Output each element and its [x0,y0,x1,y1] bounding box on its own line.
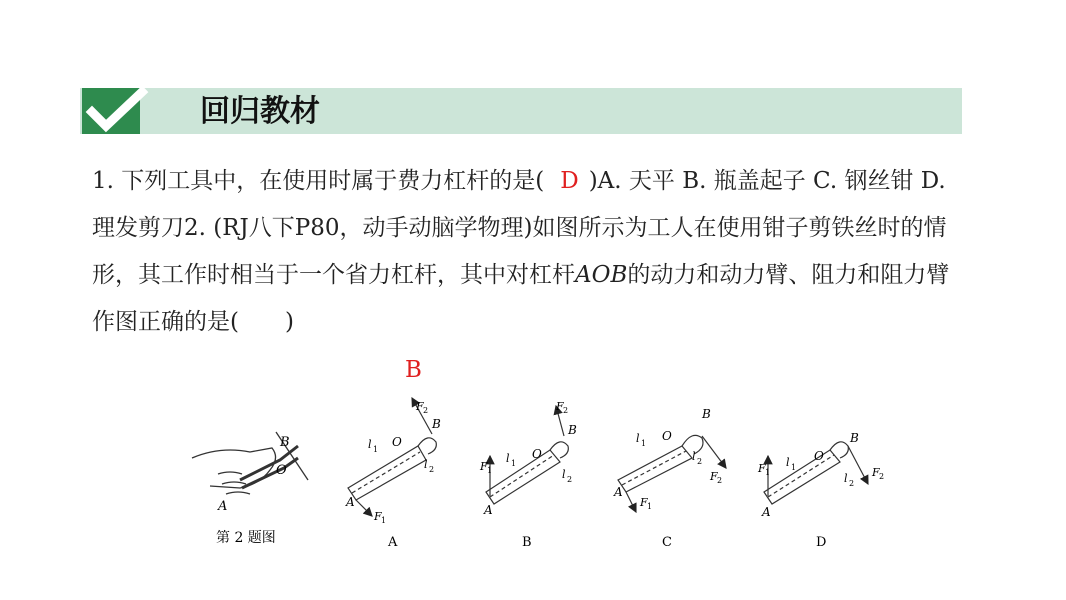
option-d-f2-sub: 2 [879,472,885,481]
option-b-l2: l [562,468,566,481]
option-c-a: A [614,485,623,499]
q2-answer: B [405,357,422,383]
option-d-f1: F [758,462,766,475]
option-a-label: A [388,535,398,550]
option-d-f1-sub: 1 [765,468,771,477]
option-d-o: O [814,449,824,463]
option-b-l1: l [506,452,510,465]
option-c-b: B [702,407,711,421]
option-a-f2-sub: 2 [423,406,429,415]
option-c-f1: F [640,496,648,509]
option-d-f2: F [872,466,880,479]
option-d-l1: l [786,456,790,469]
q2-text-part2: 的动力和动力臂、阻力和阻力臂作图正确的是( [92,262,950,335]
option-b-l2-sub: 2 [567,475,573,484]
option-c-f2-sub: 2 [717,476,723,485]
q2-text-italic: AOB [575,262,628,288]
option-d-l1-sub: 1 [791,463,797,472]
option-c-l1: l [636,432,640,445]
q1-text-after: )A. 天平 B. 瓶盖起子 C. 钢丝钳 D. 理发剪刀 [92,168,946,241]
option-a-f1-sub: 1 [381,516,387,525]
option-c-l2-sub: 2 [697,457,703,466]
option-a-diagram [348,398,436,516]
q1-answer: D [560,168,579,194]
option-a-l2-sub: 2 [429,465,435,474]
option-d-l2: l [844,472,848,485]
section-title: 回归教材 [200,94,320,129]
pliers-hand-drawing [192,432,308,494]
option-b-label: B [522,535,532,550]
option-b-b: B [568,423,577,437]
pliers-figure [180,388,900,558]
option-b-f1-sub: 1 [487,466,493,475]
photo-label-b: B [280,435,290,450]
photo-label-o: O [276,463,287,478]
question-text [92,158,956,346]
option-b-o: O [532,447,542,461]
figure-caption: 第 2 题图 [216,530,276,546]
option-c-l2: l [692,450,696,463]
option-a-o: O [392,435,402,449]
option-a-a: A [346,495,355,509]
option-c-o: O [662,429,672,443]
option-b-f2-sub: 2 [563,406,569,415]
option-b-f1: F [480,460,488,473]
option-a-b: B [432,417,441,431]
option-a-l2: l [424,458,428,471]
option-c-f2: F [710,470,718,483]
option-b-diagram [486,406,568,504]
q1-text-before: 1. 下列工具中，在使用时属于费力杠杆的是( [92,168,545,194]
option-a-f1: F [374,510,382,523]
option-a-l1: l [368,438,372,451]
option-a-l1-sub: 1 [373,445,379,454]
option-b-a: A [484,503,493,517]
option-d-b: B [850,431,859,445]
option-b-l1-sub: 1 [511,459,517,468]
option-d-a: A [762,505,771,519]
option-c-f1-sub: 1 [647,502,653,511]
option-d-l2-sub: 2 [849,479,855,488]
check-icon [80,86,152,136]
option-c-l1-sub: 1 [641,439,647,448]
option-a-f2: F [416,400,424,413]
q2-text-part1: 2. (RJ八下P80，动手动脑学物理)如图所示为工人在使用钳子剪铁丝时的情形，其工作时相当于一个省力杠杆，其中对杠杆 [92,215,947,288]
option-d-label: D [816,535,827,550]
photo-label-a: A [218,499,228,514]
q2-text-close: ) [284,309,294,335]
option-b-f2: F [556,400,564,413]
option-c-label: C [662,535,672,550]
